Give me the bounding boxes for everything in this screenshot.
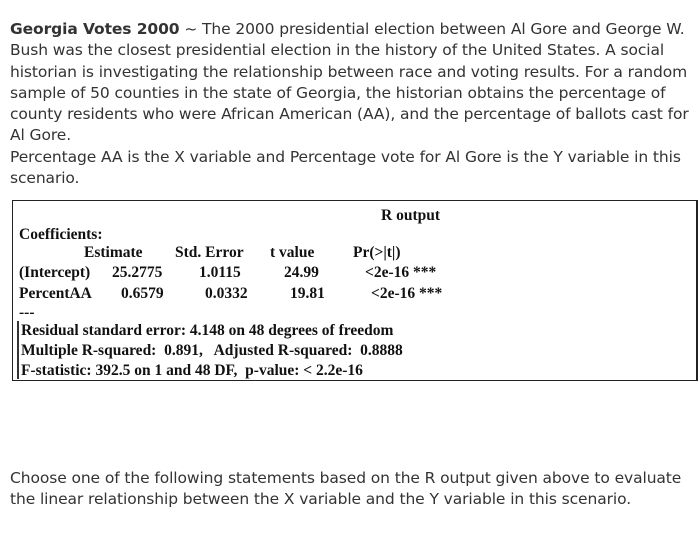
col-header-estimate: Estimate xyxy=(84,244,143,261)
problem-title: Georgia Votes 2000 xyxy=(10,20,180,38)
r-output-header: R output xyxy=(381,207,441,224)
row-percentaa-name: PercentAA xyxy=(19,285,92,302)
output-separator: --- xyxy=(19,304,35,321)
problem-statement xyxy=(10,19,690,189)
residual-standard-error: Residual standard error: 4.148 on 48 degrees of freedom xyxy=(21,322,394,339)
f-statistic-line: F-statistic: 392.5 on 1 and 48 DF, p-value: < 2.2e-16 xyxy=(21,362,363,379)
col-header-p-value: Pr(>|t|) xyxy=(353,244,401,261)
row-intercept-estimate: 25.2775 xyxy=(112,264,163,281)
row-intercept-std-error: 1.0115 xyxy=(199,264,241,281)
row-intercept-t-value: 24.99 xyxy=(284,264,319,281)
question-prompt: Choose one of the following statements based on the R output given above to evaluate the linear relationship between the X variable and the Y variable in this scenario. xyxy=(10,469,682,509)
row-percentaa-estimate: 0.6579 xyxy=(121,285,164,302)
row-intercept-name: (Intercept) xyxy=(19,264,91,281)
title-separator: ~ xyxy=(184,20,198,38)
row-percentaa-t-value: 19.81 xyxy=(290,285,325,302)
problem-paragraph-1: The 2000 presidential election between Al Gore and George W. Bush was the closest presidential election in the history of the United States. A social historian is investigating the relationship between race and voting results. For a random sample of 50 counties in the state of Georgia, the historian obtains the percentage of county residents who were African American (AA), and the percentage of ballots cast for Al Gore. xyxy=(10,20,689,145)
row-percentaa-p-value: <2e-16 *** xyxy=(371,285,443,302)
row-percentaa-std-error: 0.0332 xyxy=(205,285,248,302)
r-squared-line: Multiple R-squared: 0.891, Adjusted R-squared: 0.8888 xyxy=(21,342,403,359)
r-output-box xyxy=(12,200,698,381)
problem-paragraph-2: Percentage AA is the X variable and Percentage vote for Al Gore is the Y variable in this scenario. xyxy=(10,147,681,188)
col-header-std-error: Std. Error xyxy=(175,244,244,261)
row-intercept-p-value: <2e-16 *** xyxy=(365,264,437,281)
col-header-t-value: t value xyxy=(270,244,315,261)
stats-left-rule xyxy=(17,321,19,379)
coefficients-label: Coefficients: xyxy=(19,226,103,243)
